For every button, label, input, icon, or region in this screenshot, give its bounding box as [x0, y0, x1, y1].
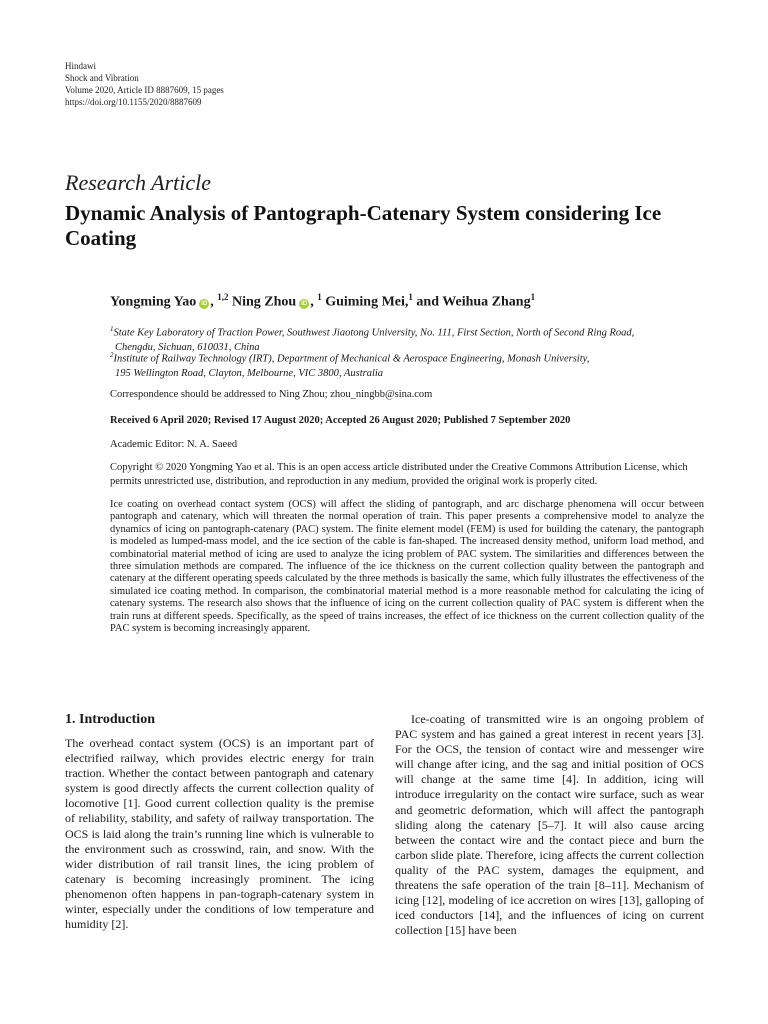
- author-name: Weihua Zhang: [442, 294, 531, 310]
- affiliation-line: State Key Laboratory of Traction Power, Southwest Jiaotong University, No. 111, First Section, North of Second Ring Road,: [113, 327, 635, 339]
- intro-right-column: [395, 712, 704, 938]
- affiliation-number: 2: [110, 351, 114, 359]
- publication-dates: Received 6 April 2020; Revised 17 August 2020; Accepted 26 August 2020; Published 7 September 2020: [110, 415, 571, 426]
- orcid-icon[interactable]: iD: [201, 300, 208, 307]
- intro-paragraph: The overhead contact system (OCS) is an important part of electrified railway, which provides electric energy for train traction. Whether the contact between pantograph and catenary system is good directly affects the current collection quality of locomotive [1]. Good current collection quality is the premise of reliability, stability, and safety of railway transportation. The OCS is laid along the train’s running line which is vulnerable to the environment such as crosswind, rain, and snow. With the wider distribution of rail transit lines, the icing problem of catenary is becoming increasingly prominent. The icing phenomenon often happens in pan-tograph-catenary system in winter, especially under the conditions of low temperature and humidity [2].: [65, 736, 374, 932]
- correspondence: Correspondence should be addressed to Ning Zhou; zhou_ningbb@sina.com: [110, 389, 433, 400]
- affiliation-line: 195 Wellington Road, Clayton, Melbourne, VIC 3800, Australia: [115, 367, 384, 379]
- journal-info: [65, 60, 224, 108]
- abstract: Ice coating on overhead contact system (OCS) will affect the sliding of pantograph, and arc discharge phenomena will occur between pantograph and catenary, which will threaten the normal operation of train. This paper presents a comprehensive model to analyze the dynamics of icing on pantograph-catenary (PAC) system. The finite element model (FEM) is used for building the catenary, the pantograph is modeled as lumped-mass model, and the ice section of the cable is fan-shaped. The increased density method, uniform load method, and combinatorial material method of icing are used to analyze the icing problem of PAC system. The similarities and differences between the three simulation methods are compared. The influence of the ice thickness on the current collection quality between the pantograph and catenary at the different operating speeds calculated by the three methods is basically the same, which fully illustrates the effectiveness of the simulated ice coating method. In comparison, the combinatorial material method is a more reasonable method for calculating the icing of catenary systems. The research also shows that the influence of icing on the current collection quality of PAC system is different when the train runs at different speeds. Specifically, as the speed of trains increases, the effect of ice thickness on the current collection quality of the PAC system is becoming increasingly apparent.: [110, 499, 704, 635]
- affiliation-line: Chengdu, Sichuan, 610031, China: [115, 341, 260, 353]
- author-separator: and: [412, 294, 443, 310]
- author-affiliation-mark: 1: [408, 292, 413, 302]
- journal-volume: Volume 2020, Article ID 8887609, 15 pages: [65, 85, 224, 95]
- author-name: Guiming Mei,: [325, 294, 409, 310]
- doi-link[interactable]: https://doi.org/10.1155/2020/8887609: [65, 97, 202, 107]
- affiliation-number: 1: [110, 325, 114, 333]
- paper-title: Dynamic Analysis of Pantograph-Catenary System considering Ice Coating: [65, 201, 662, 250]
- affiliation-line: Institute of Railway Technology (IRT), Department of Mechanical & Aerospace Engineering, Monash University,: [113, 353, 590, 365]
- affiliation-2: [110, 348, 720, 381]
- publisher: Hindawi: [65, 61, 96, 71]
- orcid-icon[interactable]: iD: [301, 300, 308, 307]
- author-separator: ,: [210, 294, 218, 310]
- author-name: Yongming Yao: [110, 294, 197, 310]
- section-heading: 1. Introduction: [65, 712, 155, 727]
- intro-paragraph: Ice-coating of transmitted wire is an ongoing problem of PAC system and has gained a great interest in recent years [3]. For the OCS, the tension of contact wire and messenger wire will change after icing, and the sag and initial position of OCS will change at the same time [4]. In addition, icing will introduce irregularity on the contact wire surface, such as wear and geometric deformation, which will affect the pantograph sliding along the catenary [5–7]. It will also cause arcing between the contact wire and the contact piece and burn the carbon slide plate. Therefore, icing affects the current collection quality of the PAC system, damages the equipment, and threatens the safe operation of the train [8–11]. Mechanism of icing [12], modeling of ice accretion on wires [13], galloping of iced conductors [14], and the influences of icing on current collection [15] have been: [395, 712, 704, 938]
- author-affiliation-mark: 1,2: [217, 292, 229, 302]
- intro-left-column: [65, 712, 374, 932]
- author-affiliation-mark: 1: [530, 292, 536, 302]
- author-affiliation-mark: 1: [317, 292, 322, 302]
- academic-editor: Academic Editor: N. A. Saeed: [110, 439, 238, 450]
- article-type: Research Article: [65, 170, 212, 195]
- author-name: Ning Zhou: [231, 294, 297, 310]
- author-list: [110, 292, 535, 311]
- journal-name: Shock and Vibration: [65, 73, 139, 83]
- author-separator: ,: [310, 294, 318, 310]
- copyright-notice: Copyright © 2020 Yongming Yao et al. This is an open access article distributed under the Creative Commons Attribution License, which permits unrestricted use, distribution, and reproduction in any medium, provided the original work is properly cited.: [110, 462, 688, 487]
